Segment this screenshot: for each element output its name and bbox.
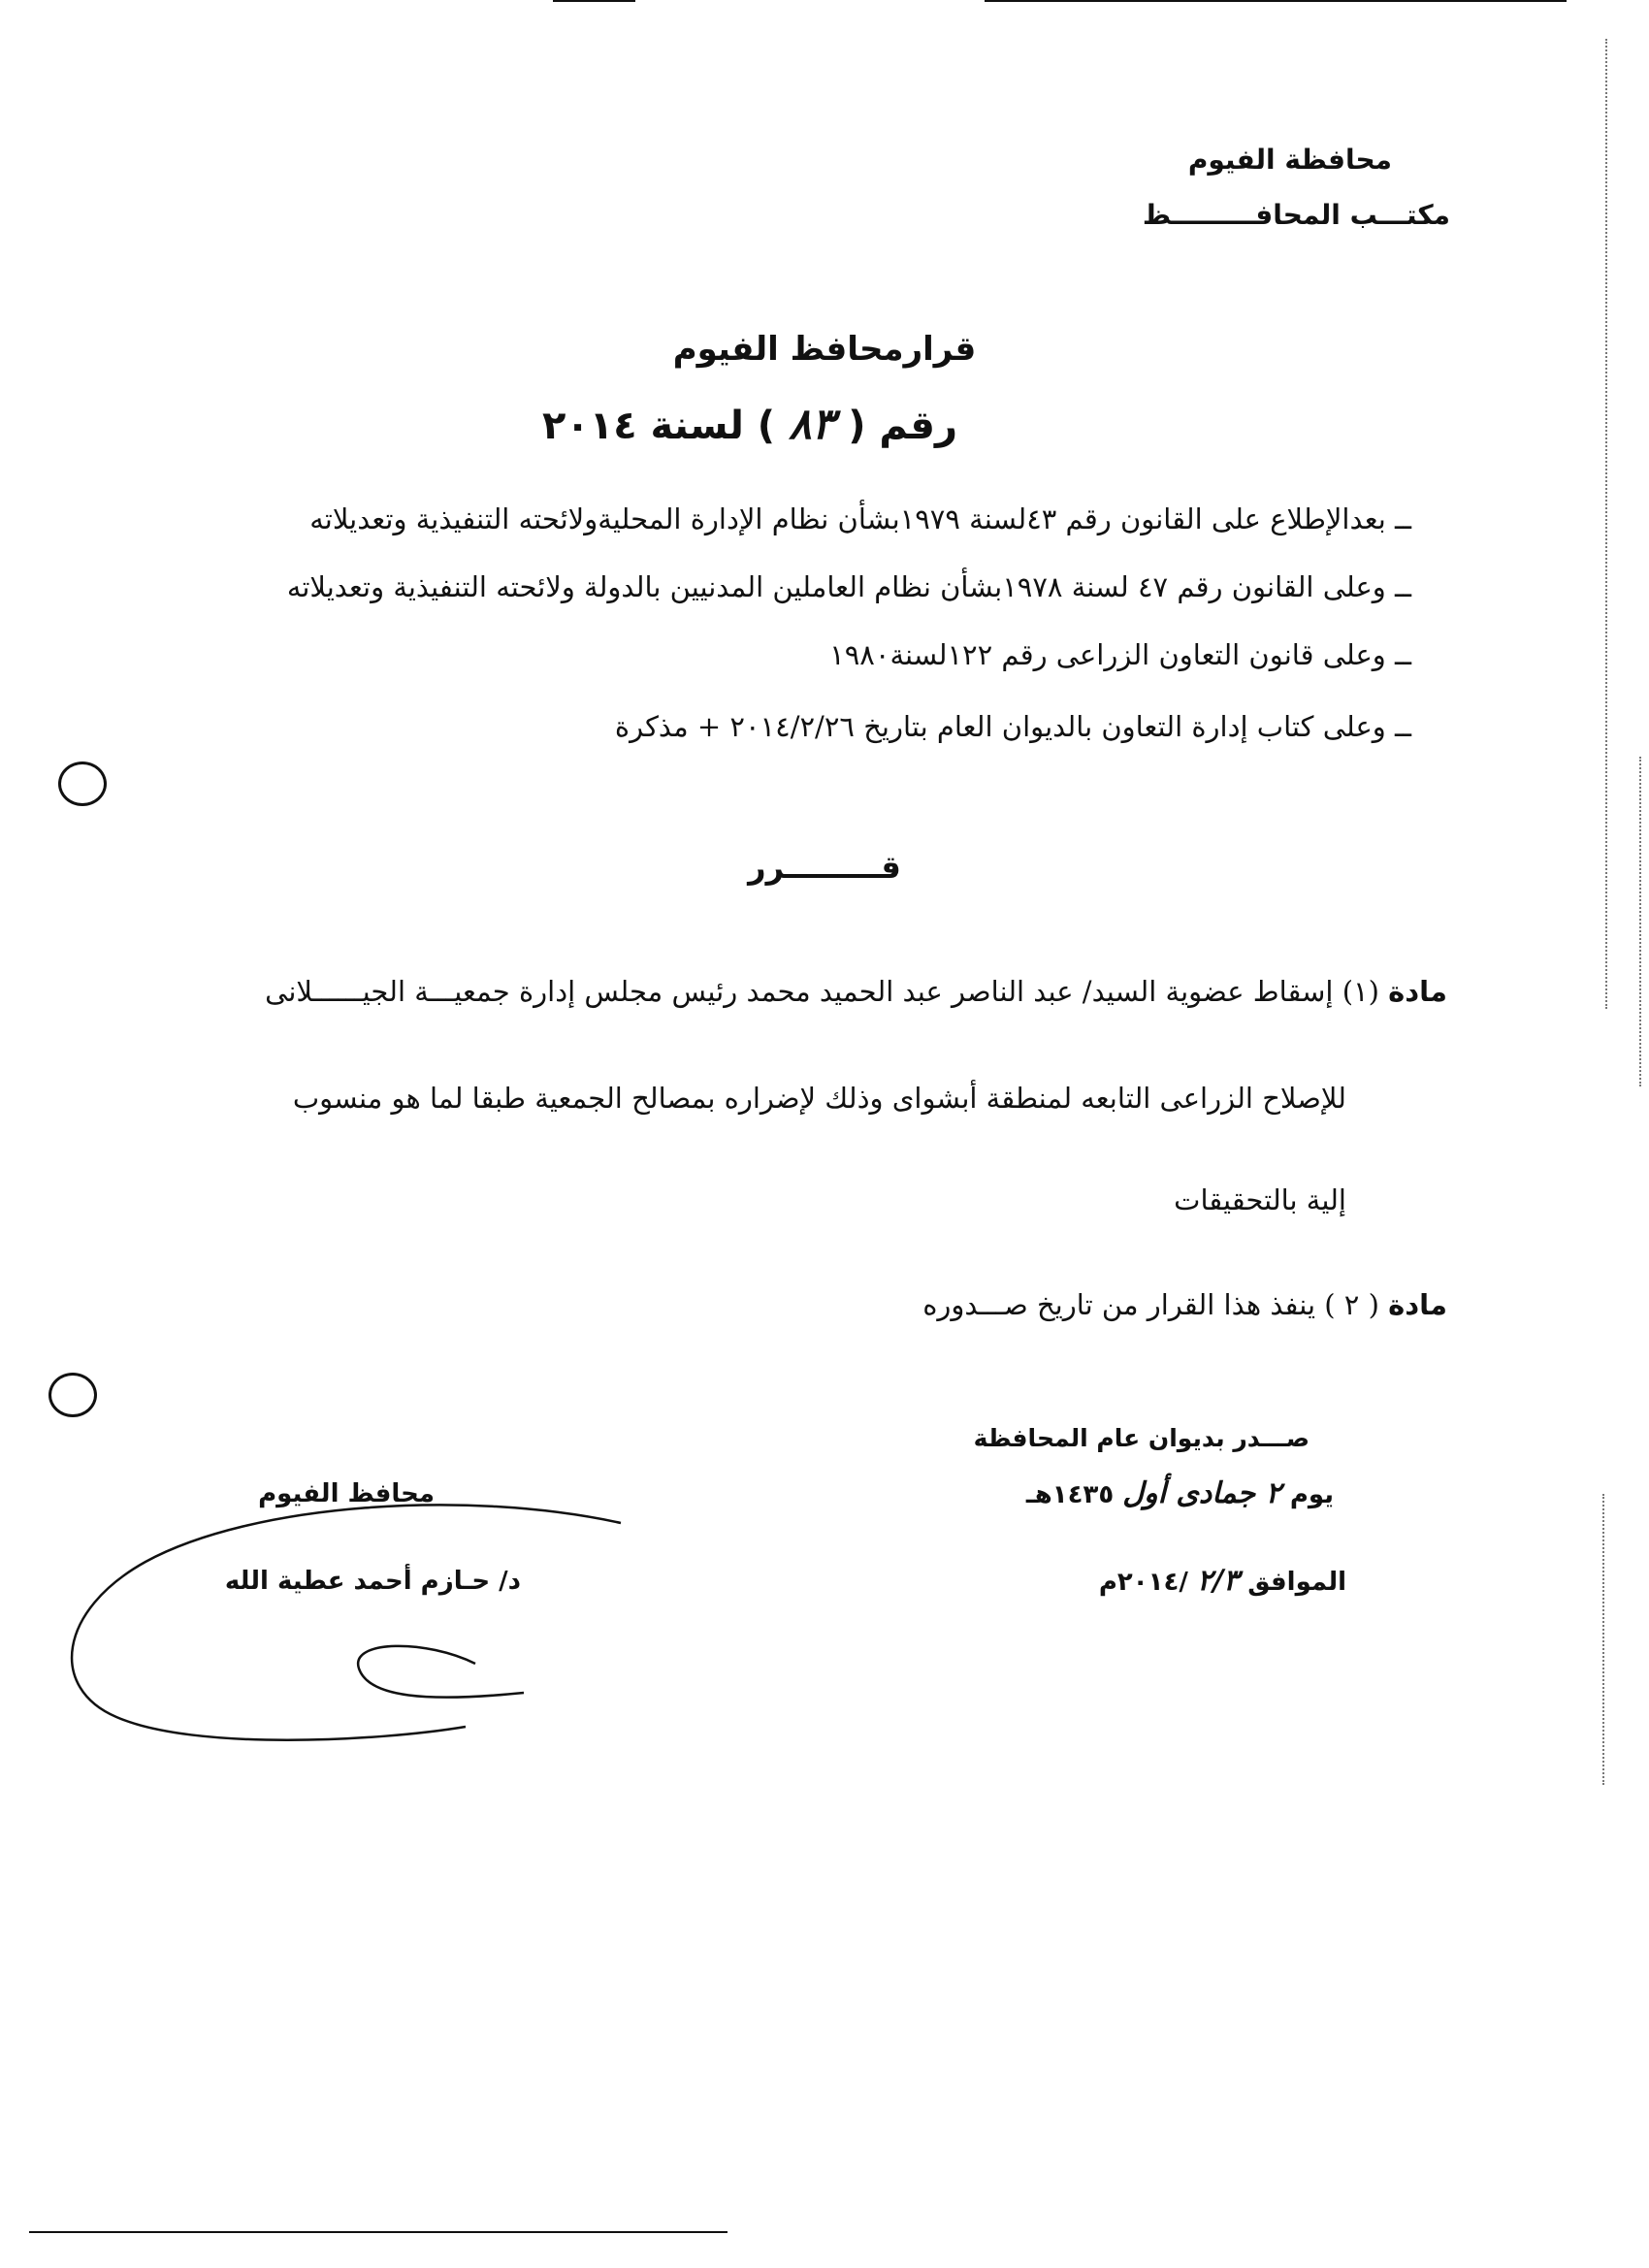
article-2-text: ( ٢ ) ينفذ هذا القرار من تاريخ صـــدوره: [922, 1288, 1379, 1321]
decree-number-suffix: ) لسنة ٢٠١٤: [541, 404, 776, 448]
signature-scribble: [58, 1494, 640, 1766]
governorate-name: محافظة الفيوم: [1187, 144, 1392, 176]
issued-day-line: [1026, 1476, 1334, 1510]
article-1-line: إلية بالتحقيقات: [1174, 1183, 1346, 1216]
decree-number-prefix: رقم (: [848, 404, 957, 448]
punch-hole: [58, 761, 107, 806]
article-2-label: مادة: [1388, 1288, 1447, 1321]
day-handwritten: ٢ جمادى أول: [1122, 1476, 1281, 1510]
punch-hole: [48, 1373, 97, 1417]
corresponding-handwritten: ٢/٣: [1196, 1564, 1240, 1598]
scan-edge-line: [29, 2231, 728, 2233]
scan-edge-line: [553, 0, 635, 2]
article-1-text: (١) إسقاط عضوية السيد/ عبد الناصر عبد الحميد محمد رئيس مجلس إدارة جمعيـــة الجيــــــلانى: [265, 975, 1379, 1008]
hijri-year: ١٤٣٥هـ: [1025, 1480, 1115, 1509]
decree-number-handwritten: ٨٣: [789, 400, 835, 449]
article-1-line: [265, 975, 1447, 1008]
article-1-line: للإصلاح الزراعى التابعه لمنطقة أبشواى وذلك لإضراره بمصالح الجمعية طبقا لما هو منسوب: [292, 1082, 1346, 1115]
corresponding-date-line: [1099, 1564, 1346, 1598]
signatory-title: محافظ الفيوم: [258, 1479, 435, 1508]
preamble-line: ــ وعلى كتاب إدارة التعاون بالديوان العام بتاريخ ٢٠١٤/٢/٢٦ + مذكرة: [614, 710, 1411, 743]
preamble-line: ــ وعلى قانون التعاون الزراعى رقم ١٢٢لسنة١٩٨٠: [829, 638, 1411, 671]
day-label: يوم: [1289, 1480, 1334, 1509]
decree-number: [542, 400, 957, 449]
gregorian-year: /٢٠١٤م: [1098, 1568, 1188, 1597]
corresponding-label: الموافق: [1247, 1568, 1346, 1597]
decree-title: قرارمحافظ الفيوم: [672, 330, 977, 369]
issued-at-label: صـــدر بديوان عام المحافظة: [973, 1424, 1310, 1452]
decided-heading: قـــــــــرر: [748, 849, 901, 886]
scan-edge-line: [985, 0, 1567, 2]
scan-edge-dots: [1602, 1494, 1606, 1785]
article-1-label: مادة: [1388, 975, 1447, 1008]
preamble-line: ــ بعدالإطلاع على القانون رقم ٤٣لسنة ١٩٧٩بشأن نظام الإدارة المحليةولائحته التنفيذية وتعديلاته: [309, 502, 1411, 535]
office-name: مكتـــب المحافـــــــــظ: [1142, 199, 1450, 231]
signatory-name: د/ حـازم أحمد عطية الله: [224, 1567, 521, 1596]
scan-edge-dots: [1639, 757, 1643, 1086]
preamble-line: ــ وعلى القانون رقم ٤٧ لسنة ١٩٧٨بشأن نظام العاملين المدنيين بالدولة ولائحته التنفيذية وتعديلاته: [286, 570, 1411, 603]
article-2-line: [922, 1288, 1447, 1321]
